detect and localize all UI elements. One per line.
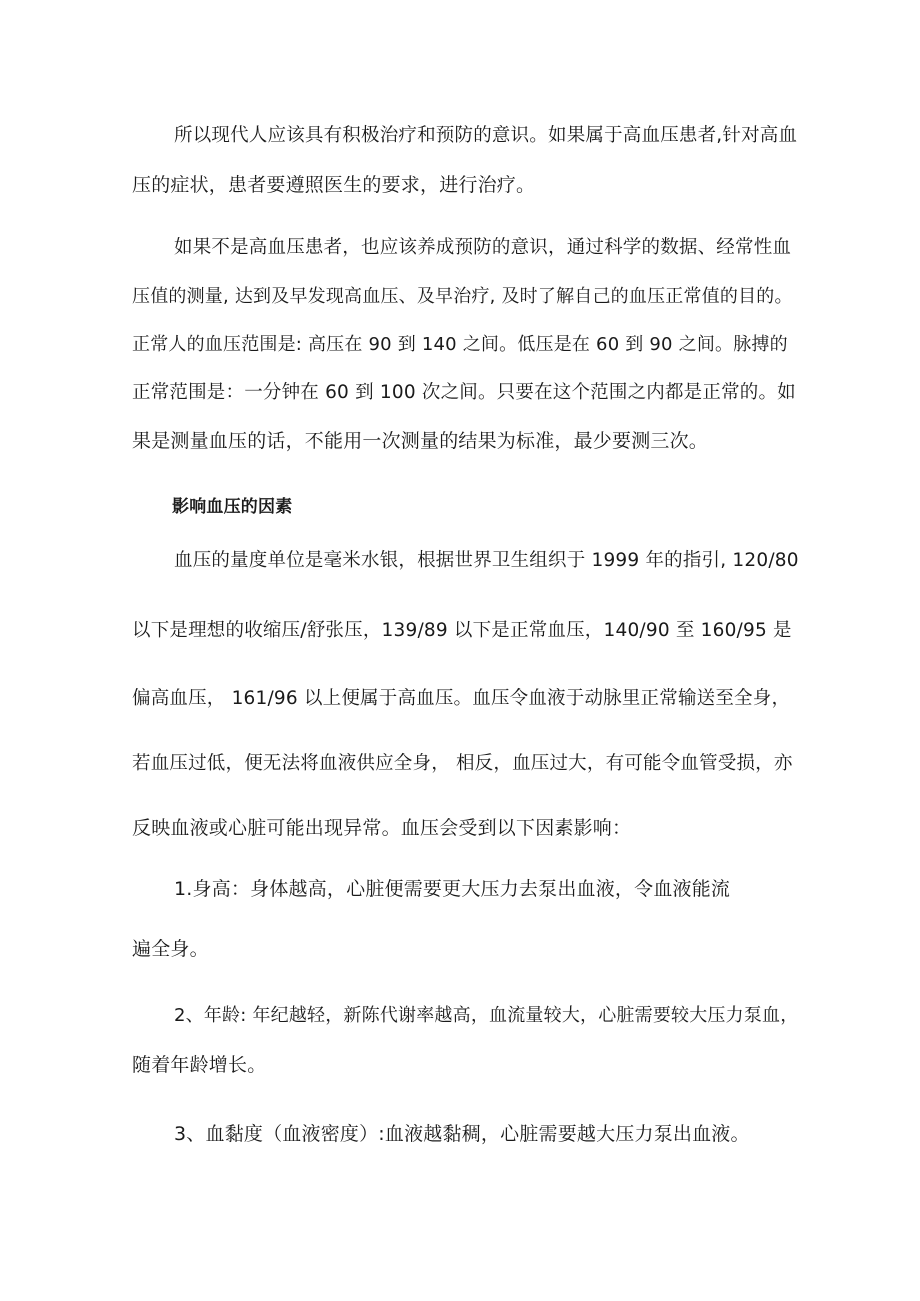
paragraph-3-line-5: 反映血液或心脏可能出现异常。血压会受到以下因素影响： xyxy=(132,817,632,839)
factor-1-line-2: 遍全身。 xyxy=(132,938,209,960)
paragraph-2-line-4: 正常范围是：一分钟在 60 到 100 次之间。只要在这个范围之内都是正常的。如 xyxy=(132,382,796,403)
factor-2-line-2: 随着年龄增长。 xyxy=(132,1054,267,1076)
paragraph-3-line-2: 以下是理想的收缩压/舒张压，139/89 以下是正常血压，140/90 至 160/95 是 xyxy=(132,620,792,641)
paragraph-1-line-1: 所以现代人应该具有积极治疗和预防的意识。如果属于高血压患者,针对高血 xyxy=(174,125,798,146)
section-heading: 影响血压的因素 xyxy=(172,497,293,517)
paragraph-2-line-2: 压值的测量, 达到及早发现高血压、及早治疗, 及时了解自己的血压正常值的目的。 xyxy=(132,286,793,307)
factor-2-line-1: 2、年龄: 年纪越轻，新陈代谢率越高，血流量较大，心脏需要较大压力泵血， xyxy=(174,1005,799,1026)
paragraph-3-line-4: 若血压过低，便无法将血液供应全身， 相反，血压过大，有可能令血管受损，亦 xyxy=(132,753,793,774)
paragraph-3-line-1: 血压的量度单位是毫米水银，根据世界卫生组织于 1999 年的指引, 120/80 xyxy=(174,550,799,571)
factor-3-line-1: 3、血黏度（血液密度）:血液越黏稠，心脏需要越大压力泵出血液。 xyxy=(174,1123,750,1145)
factor-1-line-1: 1.身高：身体越高，心脏便需要更大压力去泵出血液，令血液能流 xyxy=(174,878,731,900)
paragraph-3-line-3: 偏高血压， 161/96 以上便属于高血压。血压令血液于动脉里正常输送至全身， xyxy=(132,688,791,709)
paragraph-1-line-2: 压的症状，患者要遵照医生的要求，进行治疗。 xyxy=(132,174,536,196)
paragraph-2-line-5: 果是测量血压的话，不能用一次测量的结果为标准，最少要测三次。 xyxy=(132,430,709,452)
paragraph-2-line-3: 正常人的血压范围是: 高压在 90 到 140 之间。低压是在 60 到 90 之间。脉搏的 xyxy=(132,334,788,355)
paragraph-2-line-1: 如果不是高血压患者，也应该养成预防的意识，通过科学的数据、经常性血 xyxy=(174,237,792,258)
